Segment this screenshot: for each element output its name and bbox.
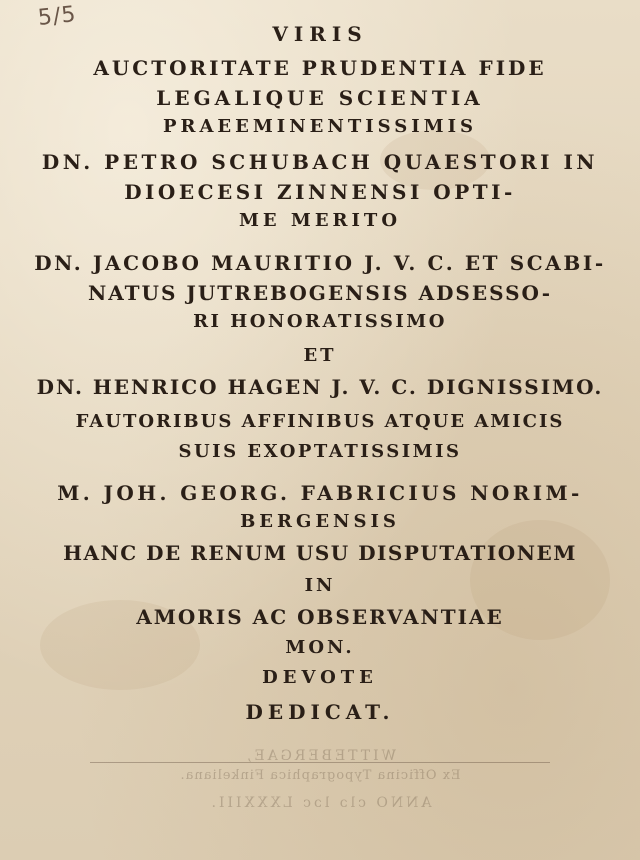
dedication-line: AMORIS AC OBSERVANTIAE — [136, 605, 504, 629]
dedication-line: DN. PETRO SCHUBACH QUAESTORI IN — [41, 150, 599, 174]
dedication-line: IN — [304, 575, 336, 596]
show-through-text: ANNO clɔ lɔc LXXXIII. — [208, 795, 432, 811]
divider-rule — [90, 762, 550, 763]
dedication-line: DN. HENRICO HAGEN J. V. C. DIGNISSIMO. — [36, 375, 604, 399]
show-through-text: Ex Officina Typographica Finkeliana. — [179, 768, 461, 783]
dedication-line: NATUS JUTREBOGENSIS ADSESSO- — [87, 281, 553, 305]
dedication-line: ET — [303, 345, 337, 366]
dedication-line: LEGALIQUE SCIENTIA — [156, 86, 484, 110]
dedication-line: HANC DE RENUM USU DISPUTATIONEM — [63, 541, 577, 565]
dedication-line: PRAEEMINENTISSIMIS — [162, 116, 478, 137]
dedication-line: DEDICAT. — [245, 700, 395, 724]
dedication-line: M. JOH. GEORG. FABRICIUS NORIM- — [57, 481, 583, 505]
dedication-line: FAUTORIBUS AFFINIBUS ATQUE AMICIS — [75, 411, 565, 432]
dedication-line: BERGENSIS — [240, 511, 400, 532]
dedication-heading: VIRIS — [272, 22, 368, 46]
dedication-line: DEVOTE — [262, 667, 378, 688]
dedication-line: DIOECESI ZINNENSI OPTI- — [124, 180, 516, 204]
dedication-line: MON. — [285, 637, 355, 658]
dedication-line: SUIS EXOPTATISSIMIS — [178, 441, 462, 462]
show-through-text: WITTEBERGAE, — [243, 748, 397, 764]
dedication-line: RI HONORATISSIMO — [193, 311, 447, 332]
dedication-line: AUCTORITATE PRUDENTIA FIDE — [93, 56, 547, 80]
dedication-line: DN. JACOBO MAURITIO J. V. C. ET SCABI- — [34, 251, 606, 275]
dedication-line: ME MERITO — [238, 210, 401, 231]
handwritten-corner-mark: 5/5 — [36, 2, 78, 31]
